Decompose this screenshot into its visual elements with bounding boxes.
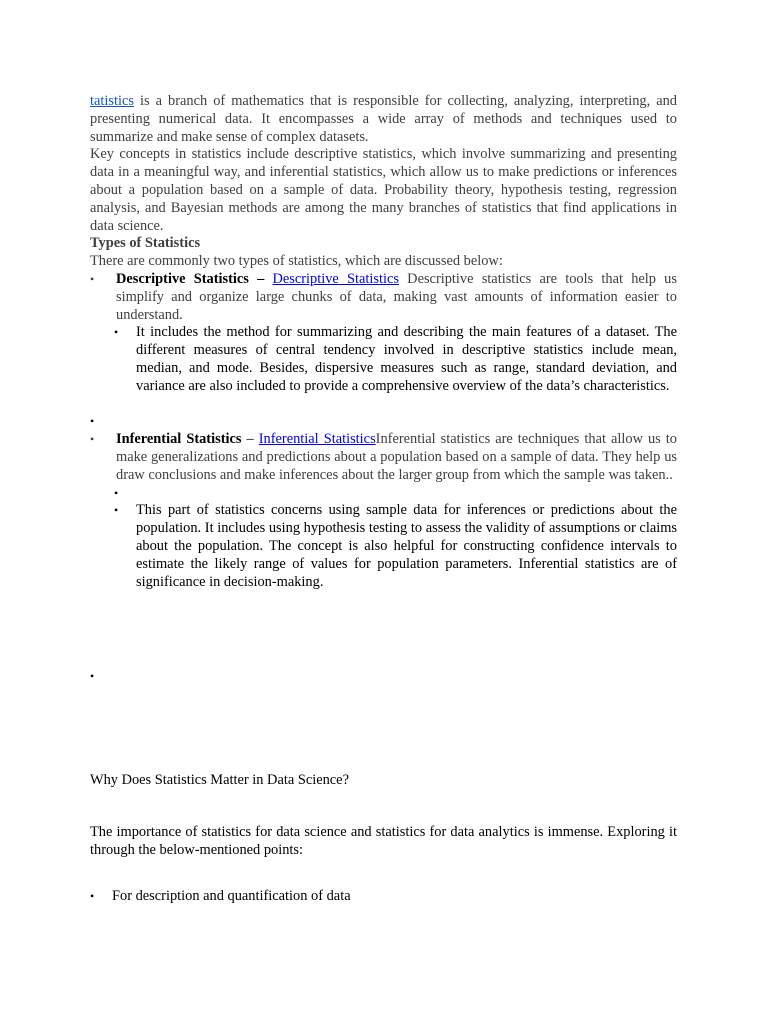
bullet: • <box>90 432 95 447</box>
descriptive-text: Descriptive statistics are tools that help us simplify and organize large chunks of data, making vast amounts of information easier to understand. <box>116 270 677 323</box>
why-paragraph-block <box>90 824 677 860</box>
key-concepts-paragraph: Key concepts in statistics include descriptive statistics, which involve summarizing and presenting data in a meaningful way, and inferential statistics, which allow us to make predictions or inferences about a population based on a sample of data. Probability theory, hypothesis testing, regression analysis, and Bayesian methods are among the many branches of statistics that find applications in data science. <box>90 146 677 234</box>
descriptive-statistics-link[interactable]: Descriptive Statistics <box>272 270 399 287</box>
types-intro: There are commonly two types of statistics, which are discussed below: <box>90 253 503 270</box>
bullet: • <box>90 414 95 429</box>
inferential-statistics-link[interactable]: Inferential Statistics <box>258 431 376 448</box>
bullet: • <box>114 325 119 340</box>
spacer <box>90 396 677 414</box>
why-paragraph: The importance of statistics for data science and statistics for data analytics is immense. Exploring it through the below-mentioned points: <box>90 824 677 858</box>
document-body <box>90 93 677 591</box>
inferential-text: Inferential statistics are techniques that allow us to make generalizations and predictions about a population based on a sample of data. They help us draw conclusions and make inferences about the larger group from which the sample was taken.. <box>116 431 678 483</box>
intro-text: is a branch of mathematics that is responsible for collecting, analyzing, interpreting, and presenting numerical data. It encompasses a wide array of methods and techniques used to summarize and make sense of complex datasets. <box>90 93 677 145</box>
list-item-point <box>90 888 677 906</box>
descriptive-detail-text: It includes the method for summarizing and describing the main features of a dataset. The different measures of central tendency involved in descriptive statistics include mean, median, and mode. Besides, dispersive measures such as range, standard deviation, and variance are also included to provide a comprehensive overview of the data’s characteristics. <box>136 324 677 394</box>
bullet: • <box>90 271 95 286</box>
bullet: • <box>114 485 119 500</box>
list-item-descriptive-detail <box>90 324 677 395</box>
bullet: • <box>114 503 119 518</box>
inferential-dash: – <box>241 431 259 448</box>
descriptive-label: Descriptive Statistics – <box>116 270 265 287</box>
why-list-block <box>90 888 677 906</box>
list-item-inferential <box>90 431 677 484</box>
why-list <box>90 888 677 906</box>
types-list <box>90 271 677 591</box>
list-item-empty-sub <box>90 485 677 503</box>
point-text: For description and quantification of data <box>112 888 351 904</box>
inferential-label: Inferential Statistics <box>116 431 242 448</box>
list-item-descriptive <box>90 271 677 324</box>
list-item-empty <box>90 413 677 431</box>
bullet: • <box>90 889 95 903</box>
bullet: • <box>90 669 95 683</box>
why-title: Why Does Statistics Matter in Data Science? <box>90 772 349 788</box>
empty-bullet <box>90 667 94 685</box>
intro-paragraph <box>90 93 677 146</box>
statistics-link[interactable]: tatistics <box>90 93 134 109</box>
inferential-detail-text: This part of statistics concerns using sample data for inferences or predictions about the population. It includes using hypothesis testing to assess the validity of assumptions or claims about the population. The concept is also helpful for constructing confidence intervals to estimate the likely range of values for population parameters. Inferential statistics are of significance in decision-making. <box>136 502 677 590</box>
list-item-inferential-detail <box>90 502 677 591</box>
types-heading: Types of Statistics <box>90 235 201 252</box>
